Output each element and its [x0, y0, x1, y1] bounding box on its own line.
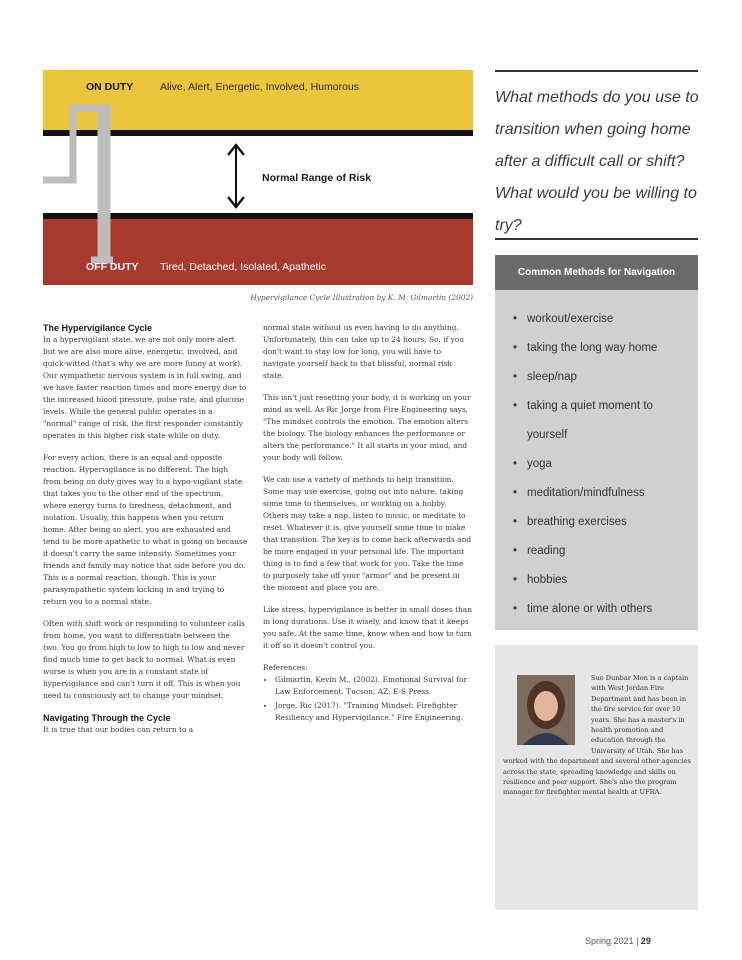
paragraph: It is true that our bodies can return to a: [43, 725, 194, 734]
avatar-icon: [517, 675, 575, 745]
footer-divider: |: [636, 936, 641, 946]
off-duty-label: OFF DUTY: [86, 261, 139, 273]
author-photo: [517, 675, 575, 745]
issue-label: Spring 2021: [585, 936, 634, 946]
paragraph: Like stress, hypervigilance is better in small doses than in long durations. Use it wisely, and know that it keeps you safe. At the same time, know when and how to turn it off so it doesn't control you.: [263, 605, 472, 650]
reference-item: • Gilmartin, Kevin M., (2002). Emotional Survival for Law Enforcement. Tucson, AZ: E-S Press.: [275, 674, 473, 698]
method-item: • sleep/nap: [513, 363, 693, 392]
method-item: • breathing exercises: [513, 508, 693, 537]
section-heading-cycle: The Hypervigilance Cycle: [43, 323, 153, 333]
method-item: • workout/exercise: [513, 305, 693, 334]
method-item: • reading: [513, 537, 693, 566]
method-item: • hobbies: [513, 566, 693, 595]
references-label: References:: [263, 663, 308, 672]
paragraph: This isn't just resetting your body, it is working on your mind as well. As Ric Jorge from Fire Engineering says, "The mindset controls the emotion. The emotion alters the biology. The biology enhances the performance or alters the performance." It all starts in your mind, and your body will follow.: [263, 393, 471, 462]
references-list: [263, 674, 473, 724]
on-duty-label: ON DUTY: [86, 81, 134, 93]
method-item: • yoga: [513, 450, 693, 479]
methods-title: Common Methods for Navigation: [495, 255, 698, 290]
page-footer: [585, 936, 651, 946]
author-bio-text: Sue Dunbar Mon is a captain with West Jordan Fire Department and has been in the fire service for over 10 years. She has a master's in health promotion and education through the University of Utah. She has worked with the department and several other agencies across the state, spreading knowledge and skills on resilience and peer support. She's also the program manager for firefighter mental health at UFRA.: [503, 674, 691, 797]
pull-question: What methods do you use to transition when going home after a difficult call or shift? What would you be willing to try?: [495, 89, 699, 234]
off-duty-description: Tired, Detached, Isolated, Apathetic: [160, 261, 326, 273]
methods-list: [513, 305, 693, 624]
method-item: • time alone or with others: [513, 595, 693, 624]
section-heading-navigating: Navigating Through the Cycle: [43, 713, 171, 723]
paragraph: Often with shift work or responding to volunteer calls from home, you want to differentiate between the two. You go from high to low to high to low and never find much time to get back to normal. What is even worse is when you are in a constant state of hypervigilance and can't turn it off. This is when you need to consciously act to change your mindset.: [43, 619, 245, 700]
paragraph: We can use a variety of methods to help transition. Some may use exercise, going out into nature, taking some time to themselves, or working on a hobby. Others may take a nap, listen to music, or meditate to reset. Whatever it is, give yourself some time to make that transition. The key is to come back afterwards and be more engaged in your personal life. The important thing is to find a few that work for you. Take the time to purposely take off your "armor" and be present in the moment and place you are.: [263, 475, 472, 592]
method-item: • taking a quiet moment to yourself: [513, 392, 693, 450]
page-number: 29: [640, 936, 651, 946]
method-item: • taking the long way home: [513, 334, 693, 363]
reference-item: • Jorge, Ric (2017). "Training Mindset: Firefighter Resiliency and Hypervigilance." Fire Engineering.: [275, 700, 473, 724]
author-bio-box: [495, 645, 698, 910]
range-arrow-icon: [225, 142, 247, 210]
hypervigilance-cycle-figure: [43, 70, 473, 285]
paragraph: normal state without us even having to do anything. Unfortunately, this can take up to 24 hours. So, if you don't want to stay low for long, you will have to navigate yourself back to that blissful, normal risk state.: [263, 323, 465, 380]
question-bottom-rule: [495, 238, 698, 240]
paragraph: For every action, there is an equal and opposite reaction. Hypervigilance is no different. The high from being on duty gives way to a hypo-vigilant state that takes you to the other end of the spectrum, where energy turns to tiredness, detachment, and isolation. Usually, this happens when you return home. After being so alert, you are exhausted and tend to be more apathetic to what is going on because it doesn't carry the same intensity. Sometimes your friends and family may notice that side before you do. This is a normal reaction, though. This is your parasympathetic system kicking in and trying to return you to a normal state.: [43, 453, 248, 606]
figure-caption: Hypervigilance Cycle Illustration by K. M. Gilmartin (2002): [250, 293, 473, 302]
methods-box: [495, 255, 698, 630]
article-column-2: [263, 322, 473, 726]
on-duty-description: Alive, Alert, Energetic, Involved, Humorous: [160, 81, 360, 93]
normal-range-label: Normal Range of Risk: [262, 172, 372, 184]
paragraph: In a hypervigilant state, we are not only more alert but we are also more alive, energetic, involved, and quick-witted (that's why we are more funny at work). Our sympathetic nervous system is in full swing, and we have faster reaction times and more energy due to the increased blood pressure, pulse rate, and glucose levels. While the general public operates in a "normal" range of risk, the first responder constantly operates in this higher risk state while on duty.: [43, 335, 247, 440]
cycle-trace: [43, 70, 473, 285]
method-item: • meditation/mindfulness: [513, 479, 693, 508]
question-top-rule: [495, 70, 698, 72]
article-column-1: [43, 322, 248, 746]
